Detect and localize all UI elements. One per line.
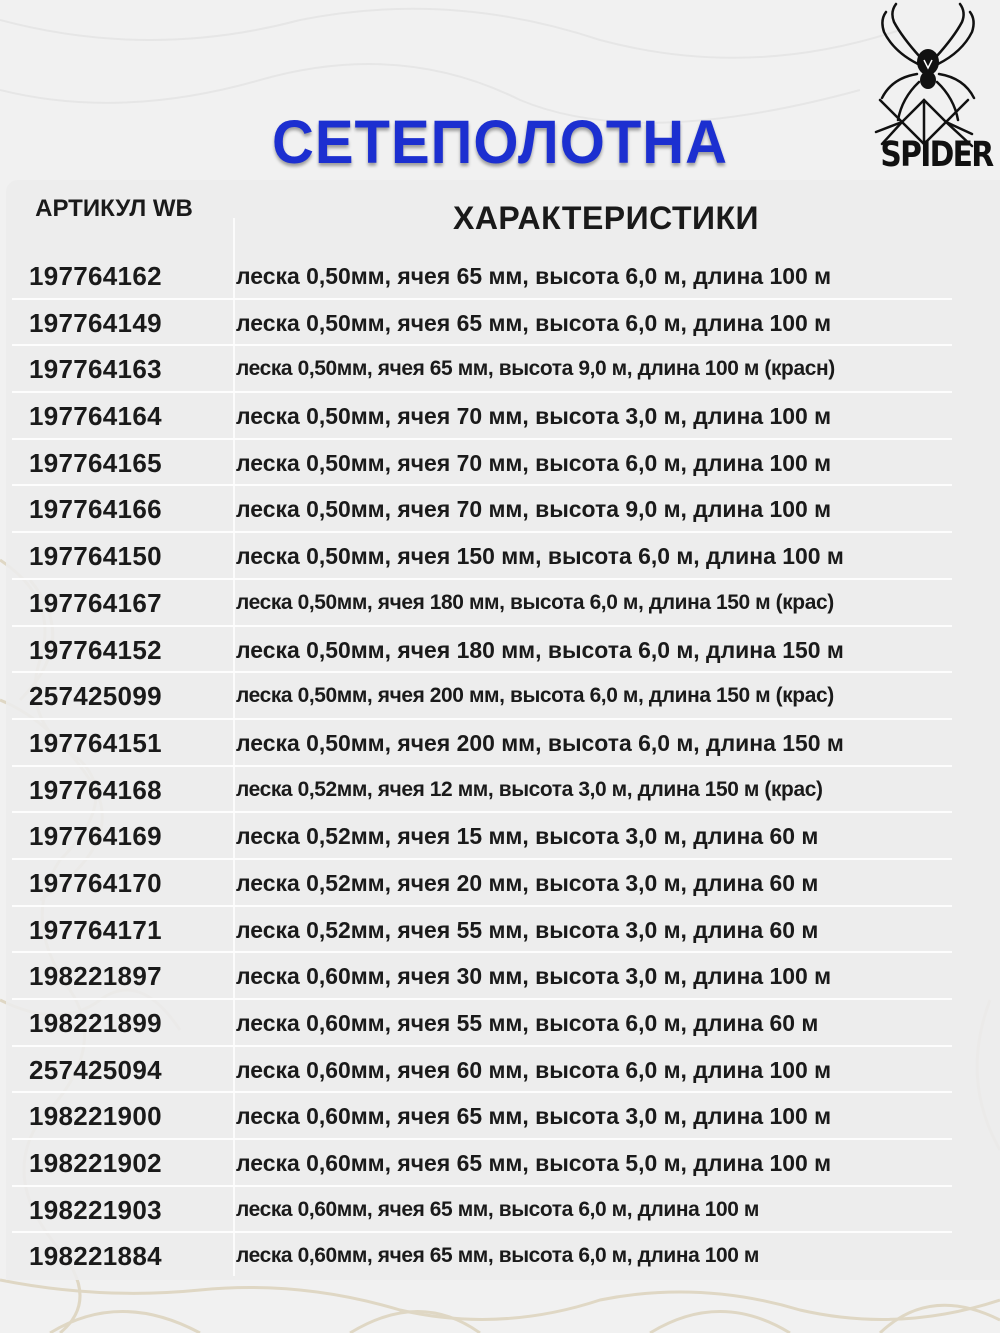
spec-cell: леска 0,60мм, ячея 65 мм, высота 6,0 м, длина 100 м: [236, 1197, 760, 1221]
table-row: [0, 580, 1000, 627]
page-title: СЕТЕПОЛОТНА: [271, 108, 729, 177]
table-row: [0, 813, 1000, 860]
article-cell: 197764150: [29, 541, 162, 572]
spec-cell: леска 0,60мм, ячея 65 мм, высота 3,0 м, длина 100 м: [236, 1103, 832, 1130]
table-row: [0, 1187, 1000, 1234]
spec-cell: леска 0,52мм, ячея 55 мм, высота 3,0 м, длина 60 м: [236, 916, 819, 943]
table-row: [0, 346, 1000, 393]
article-cell: 197764164: [29, 401, 162, 432]
article-cell: 197764170: [29, 867, 162, 898]
table-row: [0, 627, 1000, 674]
spec-cell: леска 0,50мм, ячея 200 мм, высота 6,0 м, длина 150 м: [236, 729, 844, 756]
table-row: [0, 300, 1000, 347]
spec-cell: леска 0,50мм, ячея 150 мм, высота 6,0 м, длина 100 м: [236, 543, 844, 570]
table-row: [0, 1000, 1000, 1047]
spec-cell: леска 0,60мм, ячея 55 мм, высота 6,0 м, длина 60 м: [236, 1010, 819, 1036]
table-row: [0, 720, 1000, 767]
article-cell: 197764149: [29, 307, 162, 338]
spec-cell: леска 0,60мм, ячея 65 мм, высота 5,0 м, длина 100 м: [236, 1150, 832, 1177]
spec-cell: леска 0,50мм, ячея 200 мм, высота 6,0 м, длина 150 м (крас): [236, 684, 834, 708]
spec-cell: леска 0,52мм, ячея 12 мм, высота 3,0 м, длина 150 м (крас): [236, 777, 823, 801]
table-body: [0, 253, 1000, 1280]
article-cell: 197764152: [29, 634, 162, 665]
table-row: [0, 1093, 1000, 1140]
table-row: [0, 673, 1000, 720]
spec-cell: леска 0,50мм, ячея 180 мм, высота 6,0 м, длина 150 м (крас): [236, 590, 834, 614]
header-article: АРТИКУЛ WB: [35, 195, 193, 222]
article-cell: 197764167: [29, 587, 162, 618]
table-row: [0, 440, 1000, 487]
article-cell: 257425094: [29, 1054, 162, 1085]
article-cell: 197764151: [29, 727, 162, 758]
spec-cell: леска 0,52мм, ячея 15 мм, высота 3,0 м, длина 60 м: [236, 823, 819, 850]
article-cell: 197764165: [29, 447, 162, 478]
table-row: [0, 486, 1000, 533]
article-cell: 197764163: [29, 354, 162, 385]
article-cell: 197764168: [29, 774, 162, 805]
table-row: [0, 393, 1000, 440]
article-cell: 198221900: [29, 1101, 162, 1132]
table-row: [0, 953, 1000, 1000]
table-row: [0, 860, 1000, 907]
spec-cell: леска 0,50мм, ячея 70 мм, высота 6,0 м, длина 100 м: [236, 449, 832, 476]
article-cell: 198221903: [29, 1194, 162, 1225]
spec-cell: леска 0,50мм, ячея 180 мм, высота 6,0 м, длина 150 м: [236, 636, 844, 663]
spec-cell: леска 0,50мм, ячея 65 мм, высота 6,0 м, длина 100 м: [236, 263, 832, 289]
logo-text: SPIDER: [880, 135, 993, 175]
table-row: [0, 767, 1000, 814]
header-characteristics: ХАРАКТЕРИСТИКИ: [452, 200, 760, 236]
spec-cell: леска 0,50мм, ячея 65 мм, высота 9,0 м, длина 100 м (красн): [236, 357, 835, 381]
article-cell: 257425099: [29, 681, 162, 712]
table-row: [0, 1233, 1000, 1280]
article-cell: 198221884: [29, 1241, 162, 1272]
article-cell: 198221899: [29, 1008, 162, 1038]
table-row: [0, 1047, 1000, 1094]
article-cell: 197764171: [29, 914, 162, 945]
table-row: [0, 1140, 1000, 1187]
article-cell: 198221902: [29, 1148, 162, 1179]
article-cell: 198221897: [29, 961, 162, 992]
spec-cell: леска 0,50мм, ячея 70 мм, высота 3,0 м, длина 100 м: [236, 403, 832, 430]
table-row: [0, 907, 1000, 954]
spec-cell: леска 0,60мм, ячея 65 мм, высота 6,0 м, длина 100 м: [236, 1244, 760, 1268]
spec-cell: леска 0,50мм, ячея 70 мм, высота 9,0 м, длина 100 м: [236, 496, 832, 523]
table-row: [0, 253, 1000, 300]
spec-cell: леска 0,60мм, ячея 30 мм, высота 3,0 м, длина 100 м: [236, 963, 832, 990]
table-row: [0, 533, 1000, 580]
spec-cell: леска 0,60мм, ячея 60 мм, высота 6,0 м, длина 100 м: [236, 1056, 832, 1083]
article-cell: 197764162: [29, 261, 162, 291]
article-cell: 197764169: [29, 821, 162, 852]
spec-cell: леска 0,50мм, ячея 65 мм, высота 6,0 м, длина 100 м: [236, 309, 832, 336]
article-cell: 197764166: [29, 494, 162, 525]
spec-cell: леска 0,52мм, ячея 20 мм, высота 3,0 м, длина 60 м: [236, 869, 819, 896]
